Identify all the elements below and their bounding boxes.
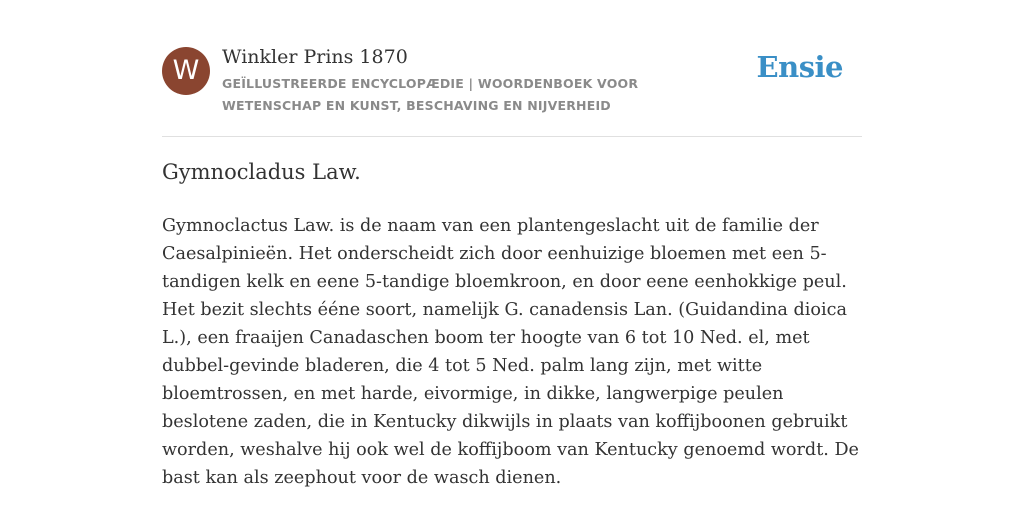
source-title[interactable]: Winkler Prins 1870 <box>222 46 408 68</box>
entry-body: Gymnoclactus Law. is de naam van een plantengeslacht uit de familie der Caesalpinieën. Het onderscheidt zich door eenhuizige bloemen met een 5-tandigen kelk en eene 5-tandige bloemkroon, en door eene eenhokkige peul. Het bezit slechts ééne soort, namelijk G. canadensis Lan. (Guidandina dioica L.), een fraaijen Canadaschen boom ter hoogte van 6 tot 10 Ned. el, met dubbel-gevinde bladeren, die 4 tot 5 Ned. palm lang zijn, met witte bloemtrossen, en met harde, eivormige, in dikke, langwerpige peulen beslotene zaden, die in Kentucky dikwijls in plaats van koffijboonen gebruikt worden, weshalve hij ook wel de koffijboom van Kentucky genoemd wordt. De bast kan als zeephout voor de wasch dienen. <box>162 216 859 488</box>
source-subtitle: GEÏLLUSTREERDE ENCYCLOPÆDIE | WOORDENBOEK VOOR WETENSCHAP EN KUNST, BESCHAVING EN NIJVERHEID <box>222 76 639 113</box>
entry-title: Gymnocladus Law. <box>162 160 361 184</box>
ensie-logo[interactable]: Ensie <box>756 50 843 84</box>
source-header <box>162 44 862 137</box>
source-avatar[interactable]: W <box>162 47 210 95</box>
